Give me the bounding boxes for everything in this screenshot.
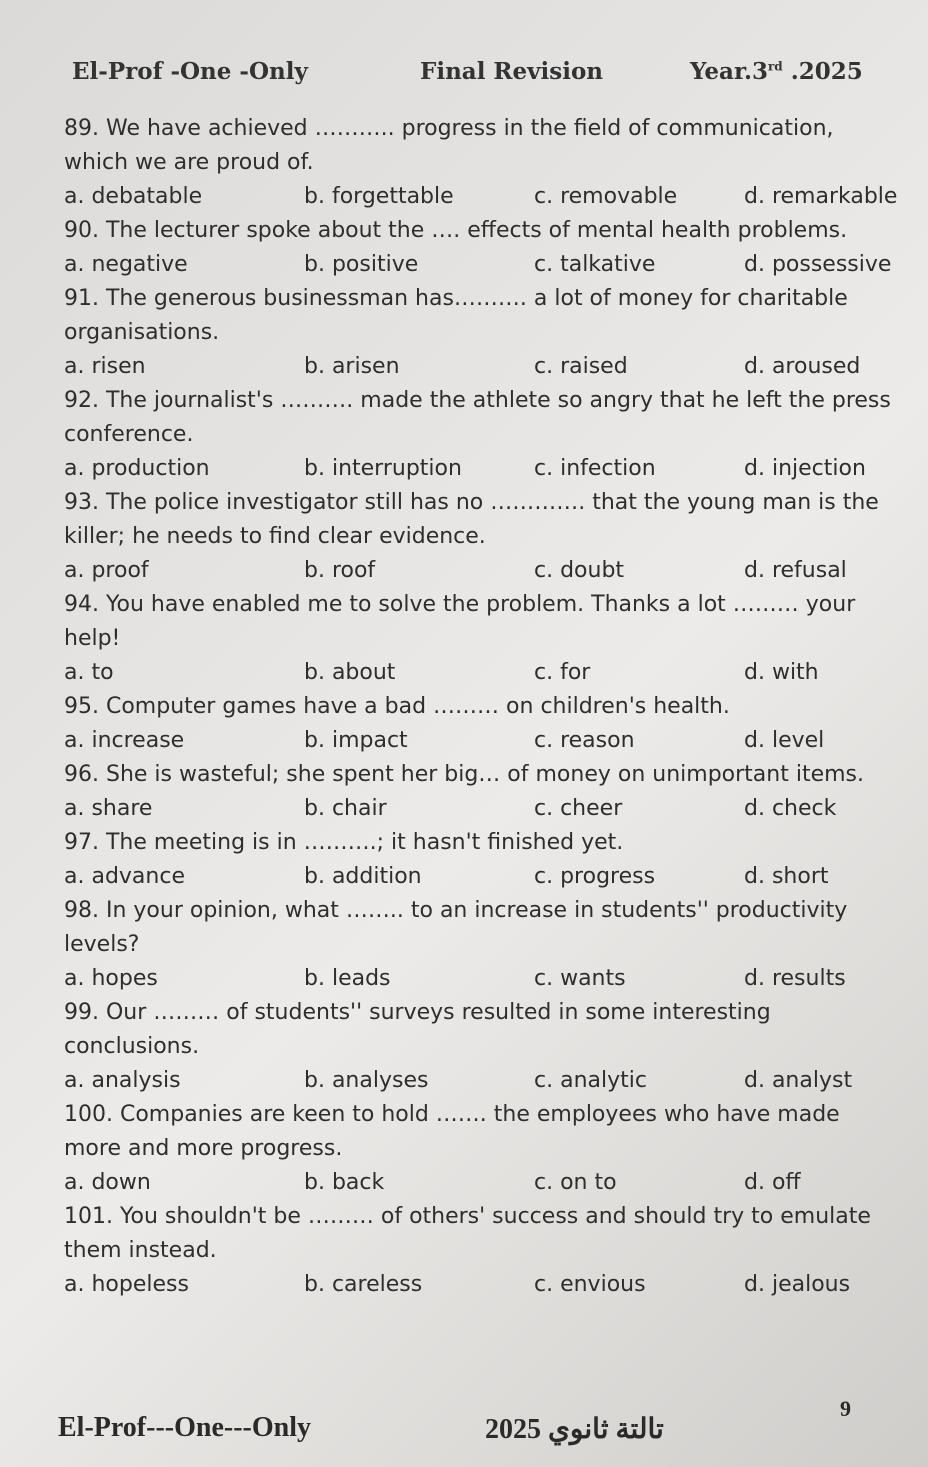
question-stem: 91. The generous businessman has………. a lot of money for charitable organisations.: [64, 286, 848, 345]
option-c: c. envious: [534, 1272, 646, 1297]
option-d: d. results: [744, 966, 846, 991]
question-stem: 96. She is wasteful; she spent her big… of money on unimportant items.: [64, 762, 865, 787]
option-d: d. jealous: [744, 1272, 851, 1297]
option-d: d. aroused: [744, 354, 861, 379]
option-a: a. down: [64, 1170, 151, 1195]
option-b: b. roof: [304, 558, 376, 583]
option-b: b. chair: [304, 796, 387, 821]
question-93: [64, 486, 894, 588]
option-d: d. with: [744, 660, 819, 685]
option-row: [64, 962, 894, 996]
question-89: [64, 112, 898, 214]
option-row: [64, 248, 894, 282]
option-row: [64, 656, 894, 690]
question-stem: 94. You have enabled me to solve the problem. Thanks a lot ……… your help!: [64, 592, 856, 651]
option-row: [64, 1064, 894, 1098]
option-b: b. forgettable: [304, 184, 454, 209]
question-95: [64, 690, 894, 758]
header-year-prefix: Year.3: [690, 58, 768, 85]
question-99: [64, 996, 894, 1098]
header-brand: El-Prof -One -Only: [72, 58, 308, 85]
option-c: c. infection: [534, 456, 656, 481]
option-a: a. share: [64, 796, 153, 821]
header-year-sup: rd: [767, 59, 783, 74]
option-d: d. possessive: [744, 252, 892, 277]
question-stem: 99. Our ……… of students'' surveys resulted in some interesting conclusions.: [64, 1000, 771, 1059]
question-101: [64, 1200, 894, 1302]
question-96: [64, 758, 894, 826]
question-90: [64, 214, 894, 282]
page-footer: [58, 1396, 898, 1448]
question-stem: 100. Companies are keen to hold ……. the employees who have made more and more progress.: [64, 1102, 840, 1161]
option-row: [64, 554, 894, 588]
option-c: c. analytic: [534, 1068, 647, 1093]
option-b: b. back: [304, 1170, 385, 1195]
option-c: c. doubt: [534, 558, 625, 583]
option-c: c. on to: [534, 1170, 617, 1195]
option-row: [64, 724, 894, 758]
question-stem: 101. You shouldn't be ……… of others' success and should try to emulate them instead.: [64, 1204, 871, 1263]
option-d: d. remarkable: [744, 184, 898, 209]
question-94: [64, 588, 894, 690]
option-d: d. level: [744, 728, 825, 753]
option-c: c. cheer: [534, 796, 623, 821]
option-b: b. impact: [304, 728, 408, 753]
option-row: [64, 180, 898, 214]
footer-brand: El-Prof---One---Only: [58, 1412, 311, 1443]
page-header: [72, 58, 882, 98]
option-a: a. proof: [64, 558, 149, 583]
option-c: c. progress: [534, 864, 656, 889]
header-year: [690, 58, 863, 85]
option-c: c. removable: [534, 184, 678, 209]
option-d: d. short: [744, 864, 829, 889]
option-a: a. debatable: [64, 184, 203, 209]
option-c: c. wants: [534, 966, 626, 991]
option-d: d. off: [744, 1170, 801, 1195]
question-stem: 98. In your opinion, what …….. to an increase in students'' productivity levels?: [64, 898, 848, 957]
question-92: [64, 384, 894, 486]
question-stem: 97. The meeting is in ……….; it hasn't finished yet.: [64, 830, 624, 855]
option-c: c. raised: [534, 354, 628, 379]
option-d: d. analyst: [744, 1068, 853, 1093]
header-title: Final Revision: [420, 58, 604, 85]
option-a: a. hopes: [64, 966, 158, 991]
page-number: 9: [840, 1396, 851, 1421]
option-a: a. advance: [64, 864, 185, 889]
option-b: b. leads: [304, 966, 391, 991]
option-a: a. production: [64, 456, 210, 481]
option-a: a. increase: [64, 728, 185, 753]
question-stem: 93. The police investigator still has no …………. that the young man is the killer; he needs to find clear evidence.: [64, 490, 879, 549]
option-b: b. about: [304, 660, 396, 685]
option-d: d. check: [744, 796, 837, 821]
question-stem: 90. The lecturer spoke about the …. effects of mental health problems.: [64, 218, 848, 243]
question-stem: 92. The journalist's ………. made the athlete so angry that he left the press conference.: [64, 388, 891, 447]
option-a: a. risen: [64, 354, 146, 379]
question-stem: 89. We have achieved ……….. progress in the field of communication, which we are proud of.: [64, 116, 834, 175]
option-c: c. talkative: [534, 252, 656, 277]
option-c: c. for: [534, 660, 591, 685]
option-row: [64, 1268, 894, 1302]
question-list: [64, 112, 898, 1302]
footer-grade: 2025 تالتة ثانوي: [485, 1414, 664, 1445]
option-row: [64, 452, 894, 486]
option-row: [64, 860, 894, 894]
question-97: [64, 826, 894, 894]
option-b: b. interruption: [304, 456, 462, 481]
option-a: a. analysis: [64, 1068, 181, 1093]
option-row: [64, 792, 894, 826]
option-c: c. reason: [534, 728, 635, 753]
option-row: [64, 350, 894, 384]
option-d: d. injection: [744, 456, 866, 481]
option-b: b. arisen: [304, 354, 400, 379]
question-98: [64, 894, 894, 996]
question-91: [64, 282, 894, 384]
option-b: b. addition: [304, 864, 422, 889]
option-a: a. negative: [64, 252, 188, 277]
option-a: a. hopeless: [64, 1272, 189, 1297]
option-d: d. refusal: [744, 558, 847, 583]
header-year-suffix: .2025: [782, 58, 863, 85]
question-stem: 95. Computer games have a bad ……… on children's health.: [64, 694, 730, 719]
option-b: b. positive: [304, 252, 419, 277]
question-100: [64, 1098, 894, 1200]
option-row: [64, 1166, 894, 1200]
option-a: a. to: [64, 660, 114, 685]
option-b: b. analyses: [304, 1068, 429, 1093]
option-b: b. careless: [304, 1272, 423, 1297]
